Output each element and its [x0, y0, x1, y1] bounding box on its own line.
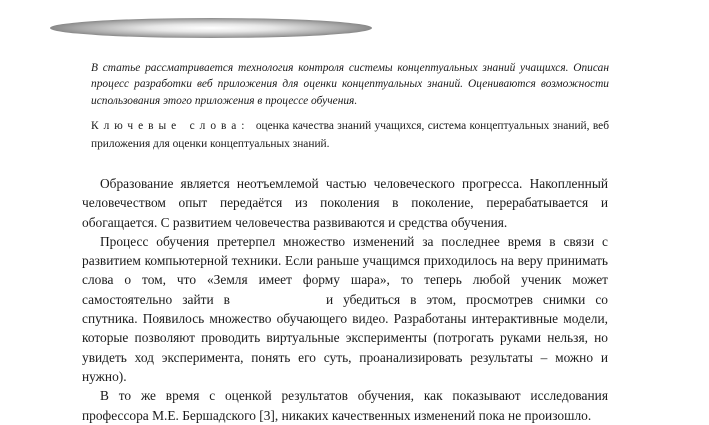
abstract-text: В статье рассматривается технология контроля системы концептуальных знаний учащихся. Описан процесс разработки веб приложения для оценки концептуальных знаний. Оцениваются возможности использования этого приложения в процессе обучения.: [91, 62, 609, 107]
decorative-header-bar: [50, 18, 372, 38]
keywords-text: оценка качества знаний учащихся, система концептуальных знаний, веб приложения для оценки концептуальных знаний.: [91, 120, 609, 150]
paragraph-1: Образование является неотъемлемой частью человеческого прогресса. Накопленный человечеством опыт передаётся из поколения в поколение, перерабатывается и обогащается. С развитием человечества развиваются и средства обучения.: [82, 176, 608, 230]
paragraph-3: В то же время с оценкой результатов обучения, как показывают исследования профессора М.Е. Бершадского [3], никаких качественных изменений пока не произошло.: [82, 388, 608, 423]
article-body: [82, 174, 608, 425]
keywords-block: [91, 118, 609, 153]
paragraph-2-part-1: Процесс обучения претерпел множество изменений за последнее время в связи с развитием компьютерной техники. Если раньше учащимся приходилось на веру принимать слова о том, что «Земля имеет форму шара», то теперь любой ученик может самостоятельно зайти в: [82, 233, 608, 307]
paragraph-2: [82, 232, 608, 386]
paragraph-2-part-2: и убедиться в этом, просмотрев снимки со спутника. Появилось множество обучающего видео. Разработаны интерактивные модели, которые позволяют проводить виртуальные эксперименты (потрогать руками нельзя, но увидеть ход эксперимента, понять его суть, проанализировать результаты – можно и нужно).: [82, 291, 608, 384]
keywords-label: Ключевые слова:: [91, 120, 250, 132]
